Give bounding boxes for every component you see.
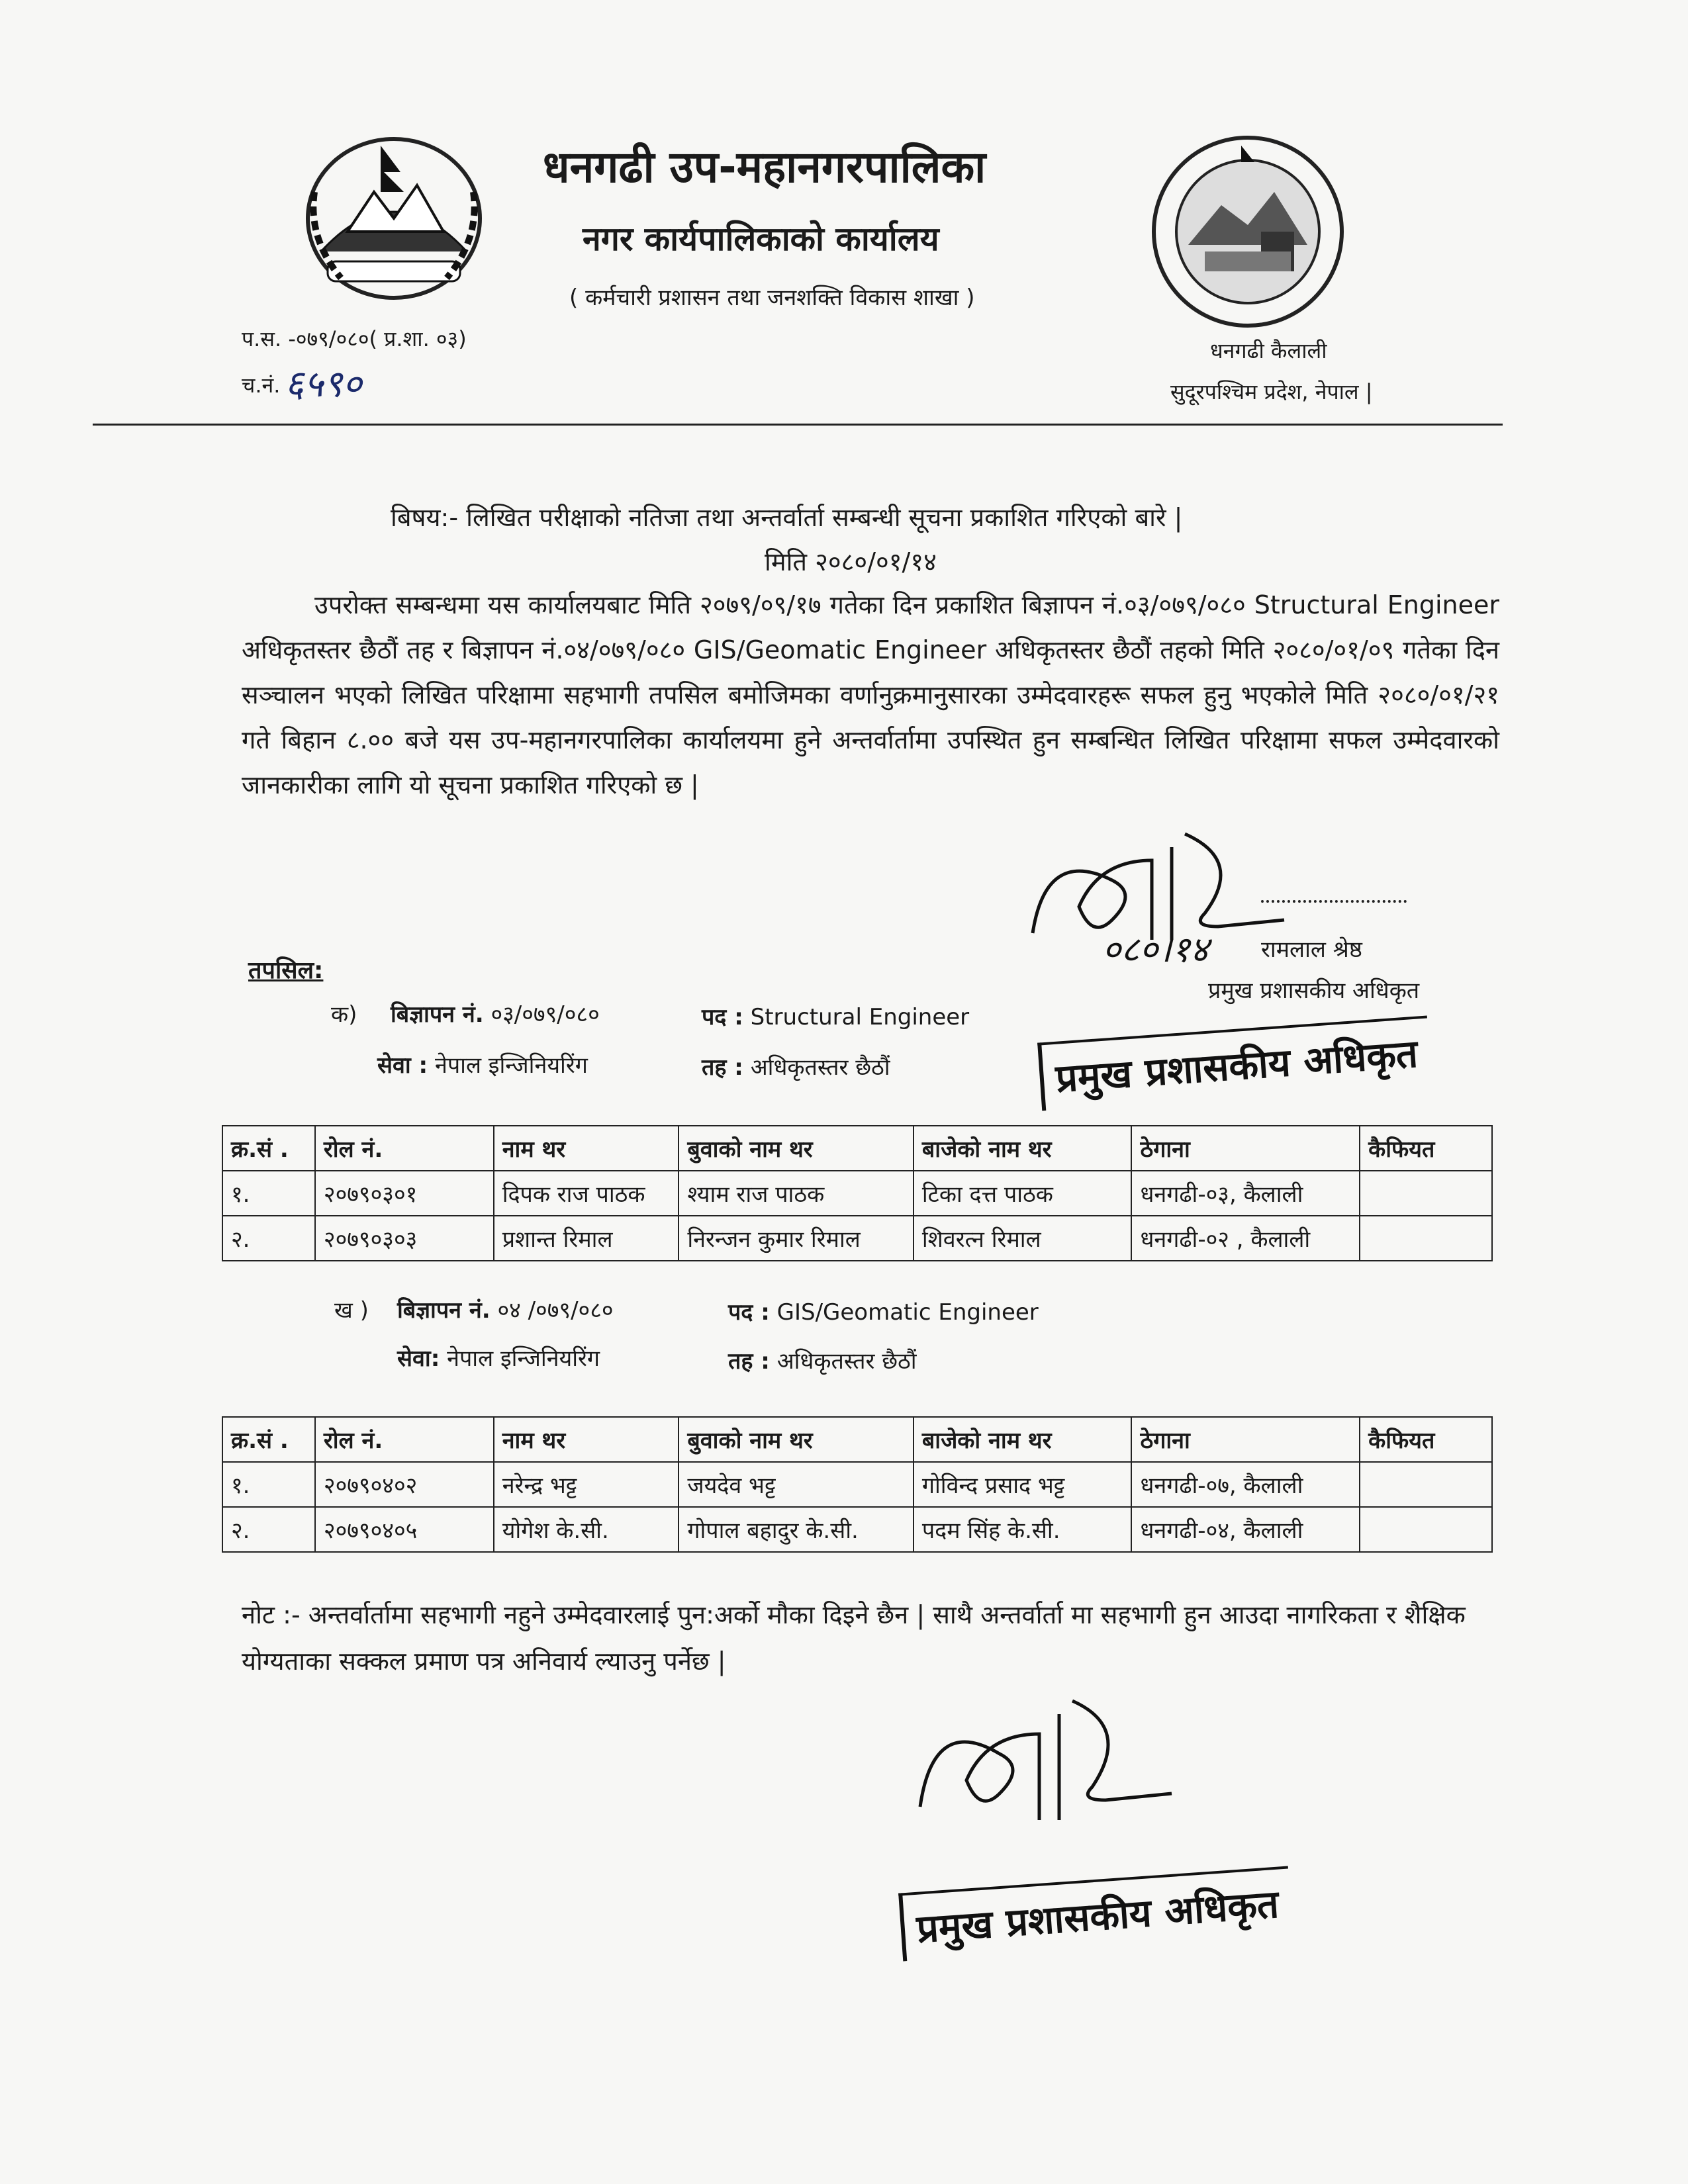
header-name: नाम थर [494, 1126, 679, 1171]
section-a-level [702, 1051, 890, 1081]
section-a-adv-no: ०३/०७९/०८० [491, 1001, 600, 1028]
cell-sn: २. [222, 1507, 315, 1552]
office-title: धनगढी उप-महानगरपालिका [543, 142, 986, 193]
header-father: बुवाको नाम थर [679, 1126, 914, 1171]
government-emblem [301, 132, 487, 304]
office-subtitle: नगर कार्यपालिकाको कार्यालय [583, 220, 939, 258]
header-sn: क्र.सं . [222, 1417, 315, 1462]
header-divider [93, 424, 1503, 426]
signatory-dots [1261, 900, 1407, 903]
cell-father: निरन्जन कुमार रिमाल [679, 1216, 914, 1261]
section-b-marker: ख ) [334, 1297, 369, 1324]
place-line-1: धनगढी कैलाली [1210, 338, 1327, 363]
section-b-table [222, 1416, 1493, 1553]
table-row [222, 1507, 1492, 1552]
section-name: ( कर्मचारी प्रशासन तथा जनशक्ति विकास शाखा ) [569, 285, 975, 311]
cell-name: नरेन्द्र भट्ट [494, 1462, 679, 1507]
cell-grandfather: शिवरत्न रिमाल [914, 1216, 1132, 1261]
section-a-post-label: पद : [702, 1004, 743, 1030]
section-b-level [728, 1345, 917, 1375]
section-a-level-value: अधिकृतस्तर छैठौं [750, 1054, 890, 1081]
dispatch-label: च.नं. [242, 373, 281, 398]
cell-address: धनगढी-०३, कैलाली [1131, 1171, 1360, 1216]
dispatch-number: ६५९० [285, 363, 362, 406]
section-b-adv-label: बिज्ञापन नं. [397, 1297, 491, 1324]
cell-address: धनगढी-०४, कैलाली [1131, 1507, 1360, 1552]
section-a-adv [391, 998, 600, 1028]
table-row [222, 1216, 1492, 1261]
header-father: बुवाको नाम थर [679, 1417, 914, 1462]
section-a-service [377, 1049, 588, 1079]
table-row [222, 1462, 1492, 1507]
official-stamp-top: प्रमुख प्रशासकीय अधिकृत [1037, 1016, 1432, 1111]
section-a-post-value: Structural Engineer [750, 1004, 970, 1030]
notice-subject: बिषय:- लिखित परीक्षाको नतिजा तथा अन्तर्वार्ता सम्बन्धी सूचना प्रकाशित गरिएको बारे | [391, 503, 1183, 532]
official-stamp-bottom: प्रमुख प्रशासकीय अधिकृत [898, 1866, 1293, 1962]
cell-name: योगेश के.सी. [494, 1507, 679, 1552]
section-a-service-label: सेवा : [377, 1052, 428, 1079]
table-header-row [222, 1417, 1492, 1462]
municipality-seal [1149, 132, 1347, 331]
header-address: ठेगाना [1131, 1417, 1360, 1462]
section-a-service-value: नेपाल इन्जिनियरिंग [434, 1052, 588, 1079]
bottom-signature-mark [907, 1688, 1185, 1846]
cell-address: धनगढी-०२ , कैलाली [1131, 1216, 1360, 1261]
cell-remarks [1360, 1216, 1492, 1261]
cell-grandfather: गोविन्द प्रसाद भट्ट [914, 1462, 1132, 1507]
section-b-level-value: अधिकृतस्तर छैठौं [776, 1348, 917, 1375]
reference-number: प.स. -०७९/०८०( प्र.शा. ०३) [242, 326, 467, 351]
cell-grandfather: टिका दत्त पाठक [914, 1171, 1132, 1216]
cell-roll: २०७९०३०१ [315, 1171, 494, 1216]
section-a-table [222, 1125, 1493, 1261]
cell-sn: २. [222, 1216, 315, 1261]
cell-sn: १. [222, 1171, 315, 1216]
section-b-adv-no: ०४ /०७९/०८० [497, 1297, 614, 1324]
cell-remarks [1360, 1171, 1492, 1216]
cell-remarks [1360, 1507, 1492, 1552]
header-roll: रोल नं. [315, 1126, 494, 1171]
cell-name: प्रशान्त रिमाल [494, 1216, 679, 1261]
cell-roll: २०७९०४०५ [315, 1507, 494, 1552]
section-a-post [702, 1001, 969, 1031]
cell-sn: १. [222, 1462, 315, 1507]
header-name: नाम थर [494, 1417, 679, 1462]
cell-roll: २०७९०३०३ [315, 1216, 494, 1261]
signatory-name: रामलाल श्रेष्ठ [1261, 936, 1362, 963]
cell-father: जयदेव भट्ट [679, 1462, 914, 1507]
cell-roll: २०७९०४०२ [315, 1462, 494, 1507]
section-b-post [728, 1296, 1039, 1326]
section-b-post-label: पद : [728, 1299, 770, 1326]
section-b-level-label: तह : [728, 1348, 770, 1375]
tapasil-label: तपसिल: [248, 957, 324, 984]
header-grandfather: बाजेको नाम थर [914, 1126, 1132, 1171]
section-a-level-label: तह : [702, 1054, 743, 1081]
header-sn: क्र.सं . [222, 1126, 315, 1171]
section-b-post-value: GIS/Geomatic Engineer [776, 1299, 1039, 1326]
place-line-2: सुदूरपश्चिम प्रदेश, नेपाल | [1170, 379, 1373, 404]
table-row [222, 1171, 1492, 1216]
header-remarks: कैफियत [1360, 1417, 1492, 1462]
notice-body: उपरोक्त सम्बन्धमा यस कार्यालयबाट मिति २०७९/०९/१७ गतेका दिन प्रकाशित बिज्ञापन नं.०३/०७९/०८० Structural Engineer अधिकृतस्तर छैठौं तह र बिज्ञापन नं.०४/०७९/०८० GIS/Geomatic Engineer अधिकृतस्तर छैठौं तहको मिति २०८०/०१/०९ गतेका दिन सञ्चालन भएको लिखित परिक्षामा सहभागी तपसिल बमोजिमका वर्णानुक्रमानुसारका उम्मेदवारहरू सफल हुनु भएकोले मिति २०८०/०१/२१ गते बिहान ८.०० बजे यस उप-महानगरपालिका कार्यालयमा हुने अन्तर्वार्तामा उपस्थित हुन सम्बन्धित लिखित परिक्षामा सफल उम्मेदवारको जानकारीका लागि यो सूचना प्रकाशित गरिएको छ | [242, 590, 1499, 799]
table-header-row [222, 1126, 1492, 1171]
signatory-title: प्रमुख प्रशासकीय अधिकृत [1208, 978, 1420, 1004]
section-b-service [397, 1342, 600, 1373]
notice-date: मिति २०८०/०१/१४ [765, 547, 937, 576]
header-grandfather: बाजेको नाम थर [914, 1417, 1132, 1462]
notice-note: नोट :- अन्तर्वार्तामा सहभागी नहुने उम्मेदवारलाई पुन:अर्को मौका दिइने छैन | साथै अन्तर्वार्ता मा सहभागी हुन आउदा नागरिकता र शैक्षिक योग्यताका सक्कल प्रमाण पत्र अनिवार्य ल्याउनु पर्नेछ | [242, 1600, 1466, 1676]
section-b-service-label: सेवा: [397, 1345, 440, 1372]
cell-father: गोपाल बहादुर के.सी. [679, 1507, 914, 1552]
section-b-service-value: नेपाल इन्जिनियरिंग [447, 1345, 600, 1372]
cell-address: धनगढी-०७, कैलाली [1131, 1462, 1360, 1507]
header-address: ठेगाना [1131, 1126, 1360, 1171]
cell-name: दिपक राज पाठक [494, 1171, 679, 1216]
cell-father: श्याम राज पाठक [679, 1171, 914, 1216]
cell-remarks [1360, 1462, 1492, 1507]
section-b-adv [397, 1294, 614, 1324]
header-roll: रोल नं. [315, 1417, 494, 1462]
signature-date: ०८०।१४ [1102, 929, 1209, 970]
section-a-marker: क) [331, 1001, 357, 1028]
header-remarks: कैफियत [1360, 1126, 1492, 1171]
cell-grandfather: पदम सिंह के.सी. [914, 1507, 1132, 1552]
section-a-adv-label: बिज्ञापन नं. [391, 1001, 484, 1028]
